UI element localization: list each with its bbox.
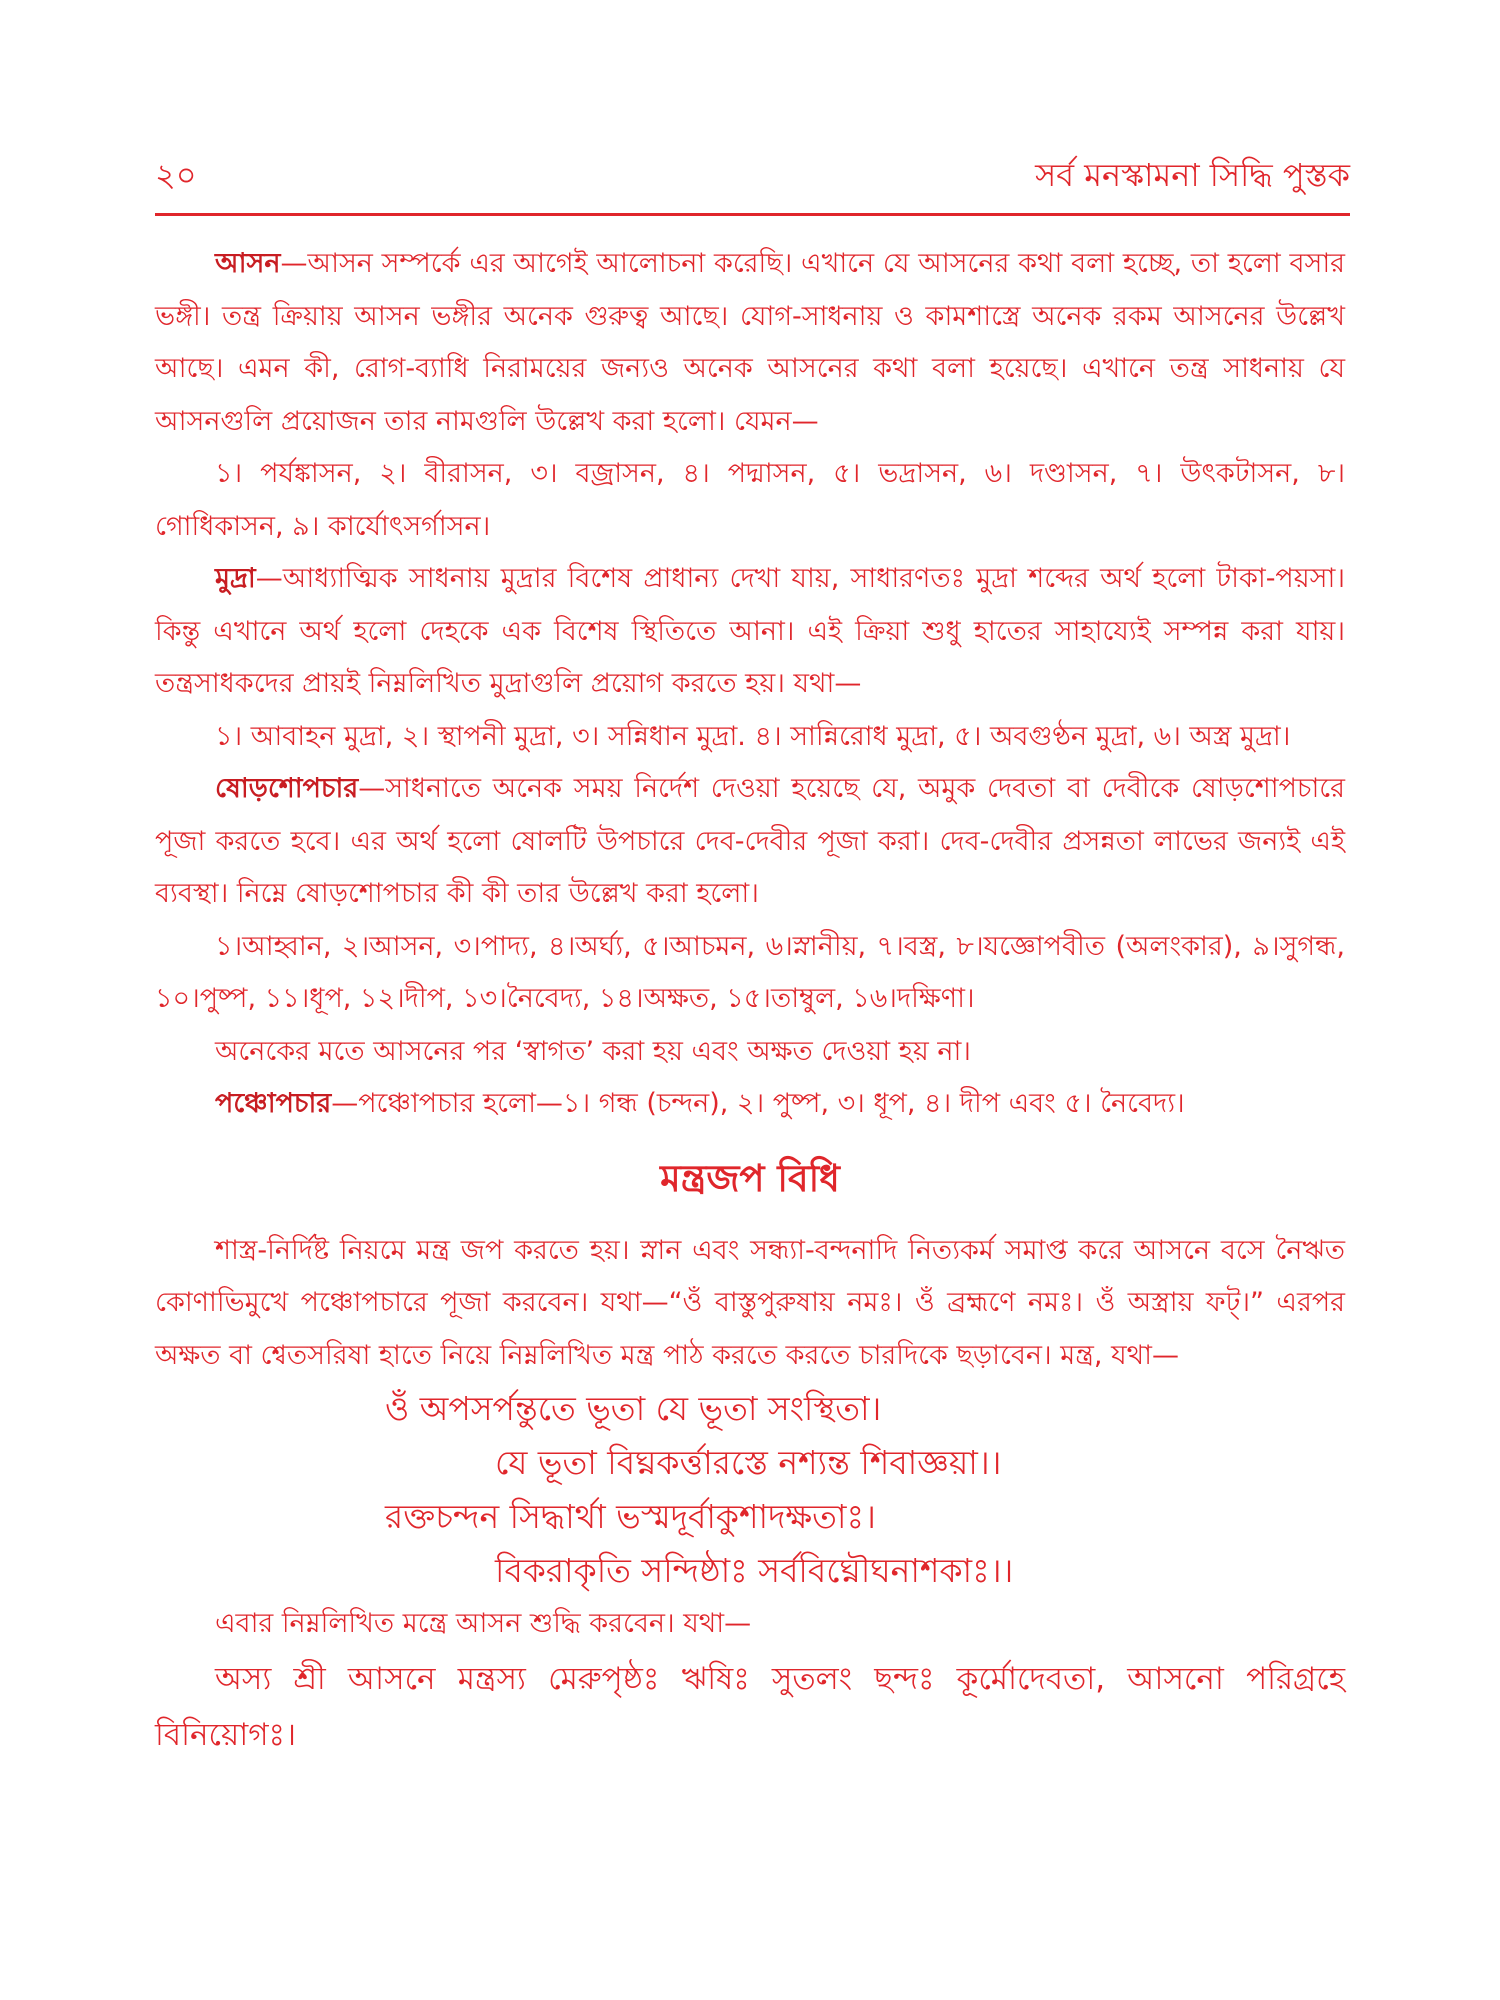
running-head — [155, 150, 1350, 204]
header-rule — [155, 213, 1350, 216]
asana-list: ১। পর্যঙ্কাসন, ২। বীরাসন, ৩। বজ্রাসন, ৪। পদ্মাসন, ৫। ভদ্রাসন, ৬। দণ্ডাসন, ৭। উৎকটাসন, ৮। গোধিকাসন, ৯। কার্যোৎসর্গাসন। — [155, 458, 1345, 542]
running-title: সর্ব মনস্কামনা সিদ্ধি পুস্তক — [1035, 156, 1350, 194]
verse-line: রক্তচন্দন সিদ্ধার্থা ভস্মদূর্বাকুশাদক্ষতাঃ। — [385, 1497, 876, 1536]
panchopachar-term: পঞ্চোপচার — [215, 1088, 332, 1119]
shodashopachar-text: —সাধনাতে অনেক সময় নির্দেশ দেওয়া হয়েছে যে, অমুক দেবতা বা দেবীকে ষোড়শোপচারে পূজা করতে হবে। এর অর্থ হলো ষোলটি উপচারে দেব-দেবীর পূজা করা। দেব-দেবীর প্রসন্নতা লাভের জন্যই এই ব্যবস্থা। নিম্নে ষোড়শোপচার কী কী তার উল্লেখ করা হলো। — [155, 773, 1345, 909]
page-body — [155, 238, 1345, 1763]
shodashopachar-list: ১।আহ্বান, ২।আসন, ৩।পাদ্য, ৪।অর্ঘ্য, ৫।আচমন, ৬।স্নানীয়, ৭।বস্ত্র, ৮।যজ্ঞোপবীত (অলংকার), ৯।সুগন্ধ, ১০।পুষ্প, ১১।ধূপ, ১২।দীপ, ১৩।নৈবেদ্য, ১৪।অক্ষত, ১৫।তাম্বুল, ১৬।দক্ষিণা। — [155, 930, 1345, 1014]
shodashopachar-paragraph — [155, 763, 1345, 921]
verse-line: যে ভূতা বিঘ্নকর্ত্তারস্তে নশ্যন্ত শিবাজ্ঞয়া।। — [495, 1443, 1002, 1482]
section-paragraph: শাস্ত্র-নির্দিষ্ট নিয়মে মন্ত্র জপ করতে হয়। স্নান এবং সন্ধ্যা-বন্দনাদি নিত্যকর্ম সমাপ্ত করে আসনে বসে নৈঋত কোণাভিমুখে পঞ্চোপচারে পূজা করবেন। যথা—“ওঁ বাস্তুপুরুষায় নমঃ। ওঁ ব্রহ্মণে নমঃ। ওঁ অস্ত্রায় ফট্।” এরপর অক্ষত বা শ্বেতসরিষা হাতে নিয়ে নিম্নলিখিত মন্ত্র পাঠ করতে করতে চারদিকে ছড়াবেন। মন্ত্র, যথা— — [155, 1234, 1345, 1371]
mudra-text: —আধ্যাত্মিক সাধনায় মুদ্রার বিশেষ প্রাধান্য দেখা যায়, সাধারণতঃ মুদ্রা শব্দের অর্থ হলো টাকা-পয়সা। কিন্তু এখানে অর্থ হলো দেহকে এক বিশেষ স্থিতিতে আনা। এই ক্রিয়া শুধু হাতের সাহায্যেই সম্পন্ন করা যায়। তন্ত্রসাধকদের প্রায়ই নিম্নলিখিত মুদ্রাগুলি প্রয়োগ করতে হয়। যথা— — [155, 563, 1345, 699]
asana-term: আসন — [215, 248, 281, 279]
asana-paragraph — [155, 238, 1345, 448]
panchopachar-paragraph — [155, 1078, 1345, 1131]
section-heading: মন্ত্রজপ বিধি — [660, 1156, 840, 1200]
page-number: ২০ — [155, 156, 197, 194]
asana-shuddhi-intro: এবার নিম্নলিখিত মন্ত্রে আসন শুদ্ধি করবেন। যথা— — [215, 1608, 752, 1639]
asana-text: —আসন সম্পর্কে এর আগেই আলোচনা করেছি। এখানে যে আসনের কথা বলা হচ্ছে, তা হলো বসার ভঙ্গী। তন্ত্র ক্রিয়ায় আসন ভঙ্গীর অনেক গুরুত্ব আছে। যোগ-সাধনায় ও কামশাস্ত্রে অনেক রকম আসনের উল্লেখ আছে। এমন কী, রোগ-ব্যাধি নিরাময়ের জন্যও অনেক আসনের কথা বলা হয়েছে। এখানে তন্ত্র সাধনায় যে আসনগুলি প্রয়োজন তার নামগুলি উল্লেখ করা হলো। যেমন— — [155, 248, 1345, 437]
mudra-list: ১। আবাহন মুদ্রা, ২। স্থাপনী মুদ্রা, ৩। সন্নিধান মুদ্রা. ৪। সান্নিরোধ মুদ্রা, ৫। অবগুণ্ঠন মুদ্রা, ৬। অস্ত্র মুদ্রা। — [215, 720, 1291, 752]
verse-line: ওঁ অপসর্পন্তুতে ভূতা যে ভূতা সংস্থিতা। — [385, 1389, 882, 1428]
shodashopachar-term: ষোড়শোপচার — [215, 773, 359, 804]
panchopachar-text: —পঞ্চোপচার হলো—১। গন্ধ (চন্দন), ২। পুষ্প, ৩। ধূপ, ৪। দীপ এবং ৫। নৈবেদ্য। — [331, 1088, 1185, 1119]
mudra-paragraph — [155, 553, 1345, 711]
asana-shuddhi-mantra: অস্য শ্রী আসনে মন্ত্রস্য মেরুপৃষ্ঠঃ ঋষিঃ সুতলং ছন্দঃ কূর্মোদেবতা, আসনো পরিগ্রহে বিনিয়োগঃ। — [155, 1660, 1345, 1753]
verse-line: বিকরাকৃতি সন্দিষ্ঠাঃ সর্ববিঘ্নৌঘনাশকাঃ।। — [495, 1551, 1014, 1590]
mudra-term: মুদ্রা — [215, 563, 256, 594]
shodashopachar-note: অনেকের মতে আসনের পর ‘স্বাগত’ করা হয় এবং অক্ষত দেওয়া হয় না। — [215, 1035, 971, 1067]
